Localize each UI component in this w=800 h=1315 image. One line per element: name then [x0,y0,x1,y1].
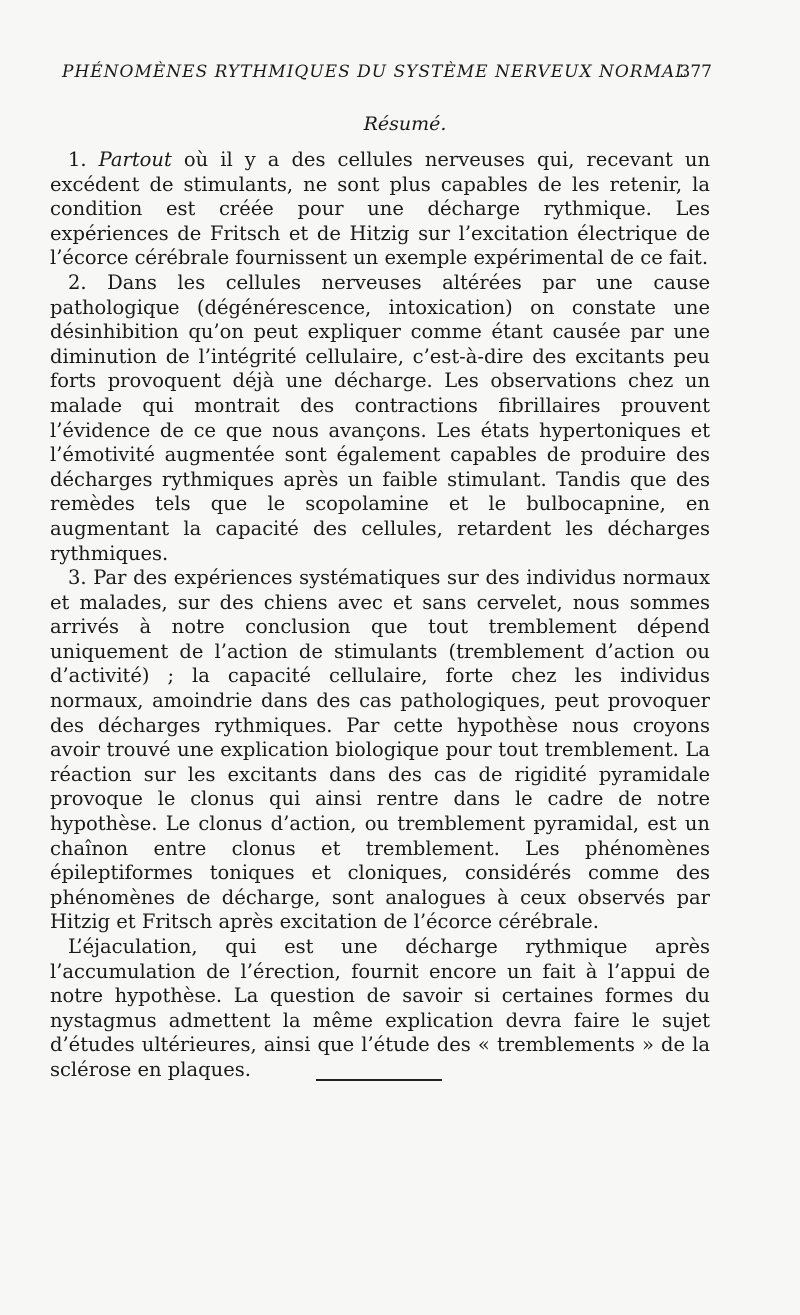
paragraph-1-emphasis: Partout [98,148,172,171]
page-number: 377 [679,62,712,82]
paragraph-3: 3. Par des expériences systématiques sur des individus normaux et malades, sur des chiens avec et sans cervelet, nous sommes arrivés à notre conclusion que tout tremblement dépend uniquement de l’action de stimulants (tremblement d’action ou d’activité) ; la capacité cellulaire, forte chez les individus normaux, amoindrie dans des cas pathologiques, peut provoquer des décharges rythmiques. Par cette hypothèse nous croyons avoir trouvé une explication biologique pour tout tremblement. La réaction sur les excitants dans des cas de rigidité pyramidale provoque le clonus qui ainsi rentre dans le cadre de notre hypothèse. Le clonus d’action, ou tremblement pyramidal, est un chaînon entre clonus et tremblement. Les phénomènes épileptiformes toniques et cloniques, considérés comme des phénomènes de décharge, sont analogues à ceux observés par Hitzig et Fritsch après excitation de l’écorce cérébrale. [50,566,710,934]
running-title: PHÉNOMÈNES RYTHMIQUES DU SYSTÈME NERVEUX NORMAL [62,62,688,82]
paragraph-1 [50,148,710,271]
end-rule [316,1079,442,1081]
paragraph-1-text: où il y a des cellules nerveuses qui, recevant un excédent de stimulants, ne sont plus capables de les retenir, la condition est créée pour une décharge rythmique. Les expériences de Fritsch et de Hitzig sur l’excitation électrique de l’écorce cérébrale fournissent un exemple expérimental de ce fait. [50,148,711,270]
running-head [62,62,712,92]
section-title: Résumé. [363,113,447,135]
paragraph-2: 2. Dans les cellules nerveuses altérées par une cause pathologique (dégénérescence, intoxication) on constate une désinhibition qu’on peut expliquer comme étant causée par une diminution de l’intégrité cellulaire, c’est-à-dire des excitants peu forts provoquent déjà une décharge. Les observations chez un malade qui montrait des contractions fibrillaires prouvent l’évidence de ce que nous avançons. Les états hypertoniques et l’émotivité augmentée sont également capables de produire des décharges rythmiques après un faible stimulant. Tandis que des remèdes tels que le scopolamine et le bulbocapnine, en augmentant la capacité des cellules, retardent les décharges rythmiques. [50,270,710,565]
paragraph-4: L’éjaculation, qui est une décharge rythmique après l’accumulation de l’érection, fournit encore un fait à l’appui de notre hypothèse. La question de savoir si certaines formes du nystagmus admettent la même explication devra faire le sujet d’études ultérieures, ainsi que l’étude des « tremblements » de la sclérose en plaques. [50,935,710,1081]
summary-body [50,148,710,1083]
paragraph-1-lead: 1. [68,148,99,171]
